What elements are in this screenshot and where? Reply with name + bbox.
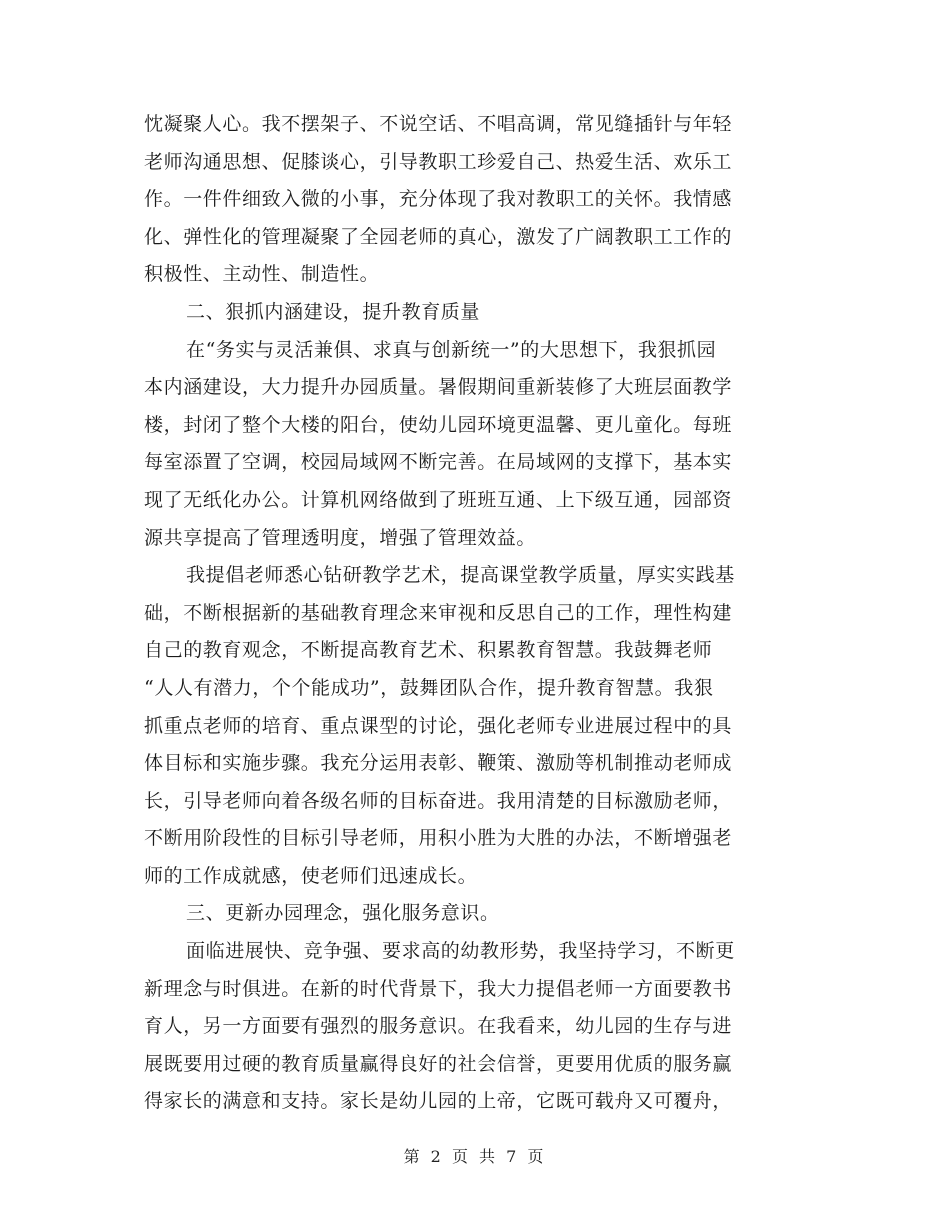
text-line: 长，引导老师向着各级名师的目标奋进。我用清楚的目标激励老师，	[144, 789, 733, 812]
text-line: 新理念与时俱进。在新的时代背景下，我大力提倡老师一方面要教书	[144, 977, 733, 1000]
text-line: 化、弹性化的管理凝聚了全园老师的真心，激发了广阔教职工工作的	[144, 225, 733, 248]
text-line: 现了无纸化办公。计算机网络做到了班班互通、上下级互通，园部资	[144, 488, 733, 511]
body-text	[144, 106, 804, 1121]
text-line: 忱凝聚人心。我不摆架子、不说空话、不唱高调，常见缝插针与年轻	[144, 113, 733, 135]
text-line: 自己的教育观念，不断提高教育艺术、积累教育智慧。我鼓舞老师	[144, 639, 713, 662]
text-line: “人人有潜力，个个能成功”，鼓舞团队合作，提升教育智慧。我狠	[144, 676, 714, 699]
text-line: 师的工作成就感，使老师们迅速成长。	[144, 864, 478, 887]
text-line: 本内涵建设，大力提升办园质量。暑假期间重新装修了大班层面教学	[144, 376, 733, 399]
text-line: 楼，封闭了整个大楼的阳台，使幼儿园环境更温馨、更儿童化。每班	[144, 413, 733, 436]
text-line: 作。一件件细致入微的小事，充分体现了我对教职工的关怀。我情感	[144, 188, 733, 211]
text-line: 在“务实与灵活兼俱、求真与创新统一”的大思想下，我狠抓园	[186, 338, 717, 361]
text-line: 三、更新办园理念，强化服务意识。	[186, 902, 500, 925]
text-line: 我提倡老师悉心钻研教学艺术，提高课堂教学质量，厚实实践基	[186, 564, 735, 587]
text-line: 源共享提高了管理透明度，增强了管理效益。	[144, 526, 537, 549]
text-line: 体目标和实施步骤。我充分运用表彰、鞭策、激励等机制推动老师成	[144, 752, 733, 775]
text-line: 老师沟通思想、促膝谈心，引导教职工珍爱自己、热爱生活、欢乐工	[144, 150, 733, 173]
text-line: 育人，另一方面要有强烈的服务意识。在我看来，幼儿园的生存与进	[144, 1015, 733, 1038]
text-line: 得家长的满意和支持。家长是幼儿园的上帝，它既可载舟又可覆舟，	[144, 1090, 733, 1113]
text-line: 抓重点老师的培育、重点课型的讨论，强化老师专业进展过程中的具	[144, 714, 733, 737]
text-line: 础，不断根据新的基础教育理念来审视和反思自己的工作，理性构建	[144, 601, 733, 624]
text-line: 展既要用过硬的教育质量赢得良好的社会信誉，更要用优质的服务赢	[144, 1052, 733, 1075]
text-line: 面临进展快、竞争强、要求高的幼教形势，我坚持学习，不断更	[186, 940, 735, 963]
text-line: 每室添置了空调，校园局域网不断完善。在局域网的支撑下，基本实	[144, 451, 733, 474]
text-line: 不断用阶段性的目标引导老师，用积小胜为大胜的办法，不断增强老	[144, 827, 733, 850]
page-number-footer: 第 2 页 共 7 页	[403, 1147, 547, 1166]
text-line: 积极性、主动性、制造性。	[144, 263, 380, 286]
text-line: 二、狠抓内涵建设，提升教育质量	[186, 300, 481, 323]
